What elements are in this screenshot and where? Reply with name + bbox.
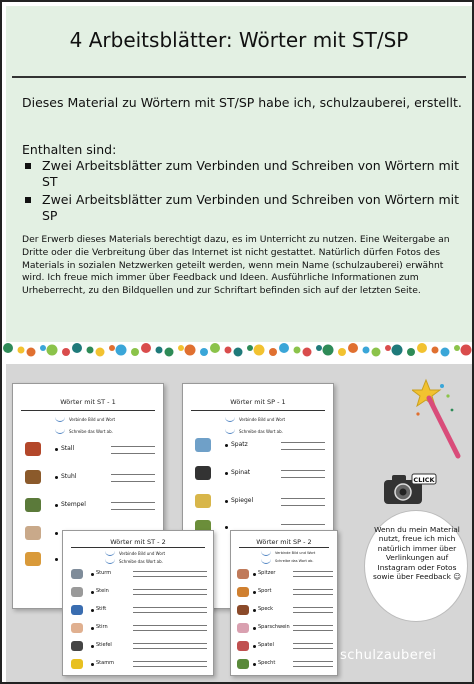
decorative-dot <box>279 343 289 353</box>
row-dot <box>253 609 256 612</box>
chair-picture <box>25 470 41 484</box>
decorative-dot <box>40 345 46 351</box>
instruction-connect: Verbinde Bild und Wort <box>119 551 166 556</box>
decorative-dot <box>392 345 403 356</box>
row-word: Sturm <box>96 570 112 576</box>
writing-lines <box>133 661 207 667</box>
picture <box>25 552 41 566</box>
sheet-divider <box>191 410 325 411</box>
sheet-divider <box>239 547 329 548</box>
writing-lines <box>133 571 207 577</box>
row-dot <box>55 504 58 507</box>
write-icon <box>261 558 271 564</box>
row-dot <box>225 526 228 529</box>
pencil-icon <box>105 550 115 556</box>
row-dot <box>55 532 58 535</box>
contents-item: Zwei Arbeitsblätter zum Verbinden und Schreiben von Wörtern mit SP <box>22 192 468 224</box>
writing-lines <box>111 446 155 454</box>
row-dot <box>91 573 94 576</box>
sheet-title: Wörter mit ST - 2 <box>110 538 166 546</box>
decorative-dot <box>363 347 370 354</box>
row-dot <box>225 500 228 503</box>
decorative-dot <box>225 347 232 354</box>
row-word: Stiefel <box>96 642 112 648</box>
row-word: Stirn <box>96 624 108 630</box>
contents-heading: Enthalten sind: <box>22 142 117 157</box>
row-dot <box>253 645 256 648</box>
writing-lines <box>293 607 333 613</box>
picture <box>25 526 41 540</box>
writing-lines <box>293 571 333 577</box>
decorative-dot <box>372 348 381 357</box>
title-divider <box>12 76 466 78</box>
copyright-notice: Der Erwerb dieses Materials berechtigt dazu, es im Unterricht zu nutzen. Eine Weitergabe an Dritte oder die Verbreitung über das Internet ist nicht gestattet. Natürlich dürfen Fotos des Materials in sozialen Netzwerken geteilt werden, wenn mein Name (schulzauberei) erwähnt wird. Ich freue mich immer über Feedback und Ideen. Ausführliche Informationen zum Urheberrecht, zu den Bildquellen und zur Schriftart befinden sich auf der letzten Seite. <box>22 234 450 297</box>
row-word: Stein <box>96 588 109 594</box>
writing-lines <box>281 470 325 478</box>
instruction-write: Schreibe das Wort ab. <box>275 559 314 563</box>
camera-label: CLICK <box>413 476 435 484</box>
writing-lines <box>281 498 325 506</box>
row-word: Stift <box>96 606 107 612</box>
pencil-picture <box>71 605 83 615</box>
pencil-icon <box>55 416 65 422</box>
worksheet-st-2 <box>62 530 214 676</box>
row-word: Speck <box>258 606 274 612</box>
stamp-picture <box>25 498 41 512</box>
intro-text: Dieses Material zu Wörtern mit ST/SP habe ich, schulzauberei, erstellt. <box>22 95 462 110</box>
sheet-title: Wörter mit SP - 2 <box>256 538 312 546</box>
writing-lines <box>281 442 325 450</box>
instruction-connect: Verbinde Bild und Wort <box>69 417 116 422</box>
decorative-dot <box>461 345 472 356</box>
spider-picture <box>195 466 211 480</box>
row-dot <box>225 472 228 475</box>
row-word: Stall <box>61 445 75 452</box>
row-dot <box>55 476 58 479</box>
decorative-dot <box>348 343 358 353</box>
spatula-picture <box>237 641 249 651</box>
decorative-dot <box>417 343 427 353</box>
decorative-dot <box>316 345 322 351</box>
sheet-title: Wörter mit SP - 1 <box>230 398 286 406</box>
page-title: 4 Arbeitsblätter: Wörter mit ST/SP <box>69 28 409 52</box>
mirror-picture <box>195 438 211 452</box>
write-icon <box>105 558 115 564</box>
decorative-dot <box>385 345 391 351</box>
row-dot <box>55 558 58 561</box>
row-word: Spitzer <box>258 570 276 576</box>
writing-lines <box>133 607 207 613</box>
decorative-dot <box>18 347 25 354</box>
sheet-title: Wörter mit ST - 1 <box>60 398 116 406</box>
decorative-dot <box>47 345 58 356</box>
row-dot <box>253 591 256 594</box>
magic-wand-icon <box>412 376 468 462</box>
decorative-dot <box>303 348 312 357</box>
writing-lines <box>133 625 207 631</box>
worksheet-sp-2 <box>230 530 338 676</box>
boot-picture <box>71 641 83 651</box>
decorative-dot <box>338 348 346 356</box>
row-word: Spatz <box>231 441 248 448</box>
woodpecker-picture <box>237 659 249 669</box>
instruction-connect: Verbinde Bild und Wort <box>239 417 286 422</box>
row-word: Specht <box>258 660 276 666</box>
decorative-dot <box>454 345 460 351</box>
decorative-dot <box>269 348 277 356</box>
row-word: Stempel <box>61 501 86 508</box>
row-word: Sparschwein <box>258 624 290 630</box>
decorative-dot <box>141 343 151 353</box>
bacon-picture <box>237 605 249 615</box>
writing-lines <box>293 625 333 631</box>
row-dot <box>253 663 256 666</box>
row-dot <box>91 609 94 612</box>
decorative-dot <box>210 343 220 353</box>
writing-lines <box>133 589 207 595</box>
decorative-dot <box>247 345 253 351</box>
row-dot <box>91 645 94 648</box>
info-panel <box>6 6 472 342</box>
decorative-dot <box>407 348 415 356</box>
sharpener-picture <box>237 569 249 579</box>
instruction-write: Schreibe das Wort ab. <box>239 429 283 434</box>
sport-picture <box>237 587 249 597</box>
row-dot <box>91 627 94 630</box>
decorative-dot <box>441 348 450 357</box>
row-word: Spiegel <box>231 497 254 504</box>
instruction-connect: Verbinde Bild und Wort <box>275 551 316 555</box>
game-picture <box>195 494 211 508</box>
pencil-icon <box>225 416 235 422</box>
decorative-dot <box>200 348 208 356</box>
decorative-dot <box>234 348 243 357</box>
row-word: Sport <box>258 588 272 594</box>
row-dot <box>91 591 94 594</box>
row-dot <box>55 448 58 451</box>
camera-icon <box>382 472 438 508</box>
decorative-dot <box>156 347 163 354</box>
decorative-dot <box>178 345 184 351</box>
instruction-write: Schreibe das Wort ab. <box>119 559 163 564</box>
row-dot <box>225 444 228 447</box>
row-dot <box>253 627 256 630</box>
piggy-bank-picture <box>237 623 249 633</box>
decorative-dot <box>432 347 439 354</box>
contents-list <box>22 158 468 226</box>
decorative-dot <box>3 343 13 353</box>
decorative-dot <box>27 348 36 357</box>
decorative-dot <box>62 348 70 356</box>
decorative-dot <box>116 345 127 356</box>
writing-lines <box>293 589 333 595</box>
star-picture <box>71 659 83 669</box>
pencil-icon <box>261 550 271 556</box>
writing-lines <box>111 502 155 510</box>
decorative-dot <box>185 345 196 356</box>
stone-picture <box>71 587 83 597</box>
barn-picture <box>25 442 41 456</box>
row-dot <box>253 573 256 576</box>
sheet-divider <box>21 410 155 411</box>
feedback-bubble <box>364 510 468 622</box>
writing-lines <box>293 661 333 667</box>
row-word: Spatel <box>258 642 274 648</box>
decorative-dot <box>87 347 94 354</box>
write-icon <box>225 428 235 434</box>
decorative-dot <box>96 348 105 357</box>
sheet-divider <box>71 547 205 548</box>
feedback-text: Wenn du mein Material nutzt, freue ich mich natürlich immer über Verlinkungen auf Instagram oder Fotos sowie über Feedback ☺ <box>373 525 461 582</box>
decorative-dot <box>294 347 301 354</box>
row-word: Stuhl <box>61 473 77 480</box>
brand-name: schulzauberei <box>340 648 437 663</box>
storm-picture <box>71 569 83 579</box>
contents-item: Zwei Arbeitsblätter zum Verbinden und Schreiben von Wörtern mit ST <box>22 158 468 190</box>
row-dot <box>91 663 94 666</box>
decorative-dot <box>131 348 139 356</box>
decorative-dot <box>165 348 174 357</box>
writing-lines <box>111 474 155 482</box>
row-word: Spinat <box>231 469 251 476</box>
decorative-dot <box>72 343 82 353</box>
decorative-dot <box>254 345 265 356</box>
row-word: Stamm <box>96 660 114 666</box>
writing-lines <box>133 643 207 649</box>
instruction-write: Schreibe das Wort ab. <box>69 429 113 434</box>
forehead-picture <box>71 623 83 633</box>
writing-lines <box>293 643 333 649</box>
decorative-dot <box>109 345 115 351</box>
write-icon <box>55 428 65 434</box>
decorative-dot <box>323 345 334 356</box>
dot-border <box>2 338 474 362</box>
